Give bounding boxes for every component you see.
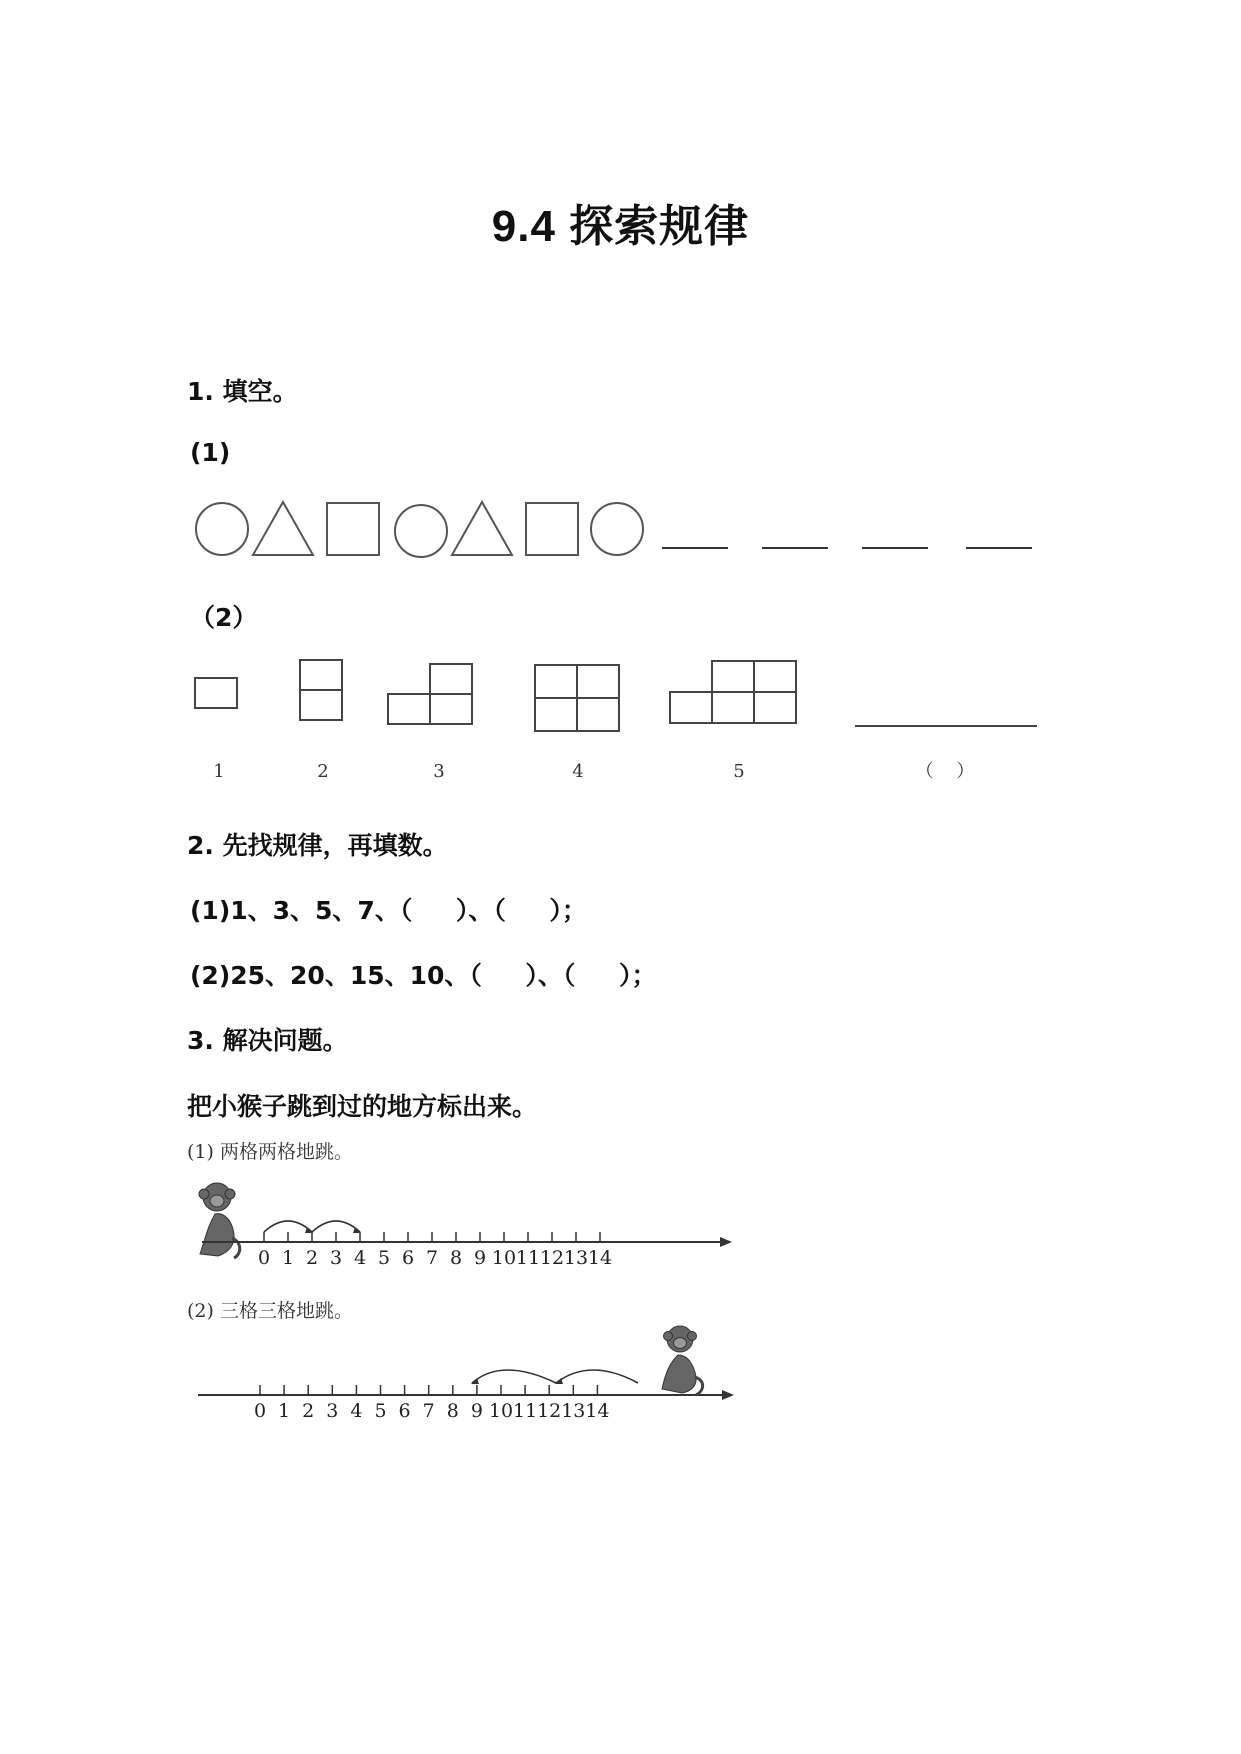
jump-arc — [312, 1221, 360, 1232]
number-line-2-figure — [180, 1325, 740, 1445]
number-line-label: 1 — [281, 1247, 295, 1269]
number-line-label: 14 — [585, 1400, 610, 1422]
triangle-shape — [452, 502, 512, 555]
question-2-line-2: (2)25、20、15、10、（ ）、（ ）； — [190, 961, 657, 990]
jump-arc — [556, 1370, 638, 1383]
square-shape — [526, 503, 578, 555]
question-1-part-1-label: (1) — [190, 438, 231, 467]
number-line-label: 3 — [329, 1247, 343, 1269]
number-line-label: 0 — [253, 1400, 267, 1422]
number-line-label: 13 — [561, 1400, 586, 1422]
monkey-icon — [199, 1183, 240, 1258]
figure-label-2: 2 — [317, 761, 329, 782]
number-line-arrowhead — [722, 1390, 734, 1400]
circle-shape — [196, 503, 248, 555]
number-line-label: 7 — [425, 1247, 439, 1269]
pattern-figure-4 — [535, 665, 619, 731]
figure-label-blank: （ ） — [915, 761, 975, 782]
number-line-label: 9 — [470, 1400, 483, 1422]
question-2-heading: 2. 先找规律，再填数。 — [187, 831, 448, 860]
number-line-label: 13 — [563, 1247, 589, 1269]
question-1-heading: 1. 填空。 — [187, 377, 298, 406]
question-3-heading: 3. 解决问题。 — [187, 1026, 348, 1055]
number-line-label: 3 — [326, 1400, 339, 1422]
number-line-label: 8 — [446, 1400, 459, 1422]
number-line-label: 12 — [539, 1247, 565, 1269]
monkey-icon — [662, 1326, 703, 1395]
triangle-shape — [253, 502, 313, 555]
number-line-label: 10 — [488, 1400, 514, 1422]
number-line-label: 11 — [515, 1247, 541, 1269]
number-line-label: 5 — [374, 1400, 387, 1422]
figure-label-4: 4 — [572, 761, 584, 782]
square-pattern-figure — [180, 650, 1060, 790]
number-line-label: 2 — [302, 1400, 315, 1422]
number-line-2-labels — [254, 1400, 610, 1422]
square-shape — [327, 503, 379, 555]
number-line-label: 11 — [513, 1400, 538, 1422]
pattern-figure-5 — [670, 661, 796, 723]
number-line-label: 14 — [587, 1247, 613, 1269]
pattern-figure-3 — [388, 664, 472, 724]
number-line-label: 12 — [537, 1400, 562, 1422]
number-line-label: 9 — [473, 1247, 487, 1269]
number-line-label: 5 — [377, 1247, 391, 1269]
figure-label-3: 3 — [433, 761, 445, 782]
question-1-part-2-label: （2） — [190, 603, 258, 632]
number-line-arrowhead — [720, 1237, 732, 1247]
number-line-label: 2 — [305, 1247, 319, 1269]
pattern-figure-1 — [195, 678, 237, 708]
jump-arc — [264, 1221, 312, 1232]
number-line-label: 4 — [350, 1400, 363, 1422]
number-line-label: 8 — [449, 1247, 463, 1269]
figure-label-1: 1 — [213, 761, 225, 782]
jump-arc — [472, 1370, 556, 1383]
number-line-2-ticks — [260, 1385, 597, 1395]
shape-sequence-figure — [180, 495, 1060, 565]
number-line-1-figure — [180, 1172, 740, 1292]
figure-label-5: 5 — [733, 761, 745, 782]
question-3-instruction: 把小猴子跳到过的地方标出来。 — [187, 1092, 538, 1121]
number-line-label: 0 — [257, 1247, 271, 1269]
page-title: 9.4 探索规律 — [491, 202, 750, 251]
number-line-label: 7 — [422, 1400, 435, 1422]
number-line-label: 1 — [278, 1400, 291, 1422]
number-line-label: 4 — [353, 1247, 367, 1269]
circle-shape — [591, 503, 643, 555]
number-line-label: 6 — [401, 1247, 415, 1269]
number-line-label: 6 — [398, 1400, 411, 1422]
number-line-1-labels — [258, 1247, 612, 1269]
circle-shape — [395, 505, 447, 557]
question-2-line-1: (1)1、3、5、7、（ ）、（ ）； — [190, 896, 587, 925]
number-line-1-ticks — [264, 1232, 600, 1242]
number-line-label: 10 — [491, 1247, 517, 1269]
pattern-figure-2 — [300, 660, 342, 720]
number-line-1-caption: (1) 两格两格地跳。 — [187, 1141, 353, 1163]
number-line-2-caption: (2) 三格三格地跳。 — [187, 1300, 353, 1322]
